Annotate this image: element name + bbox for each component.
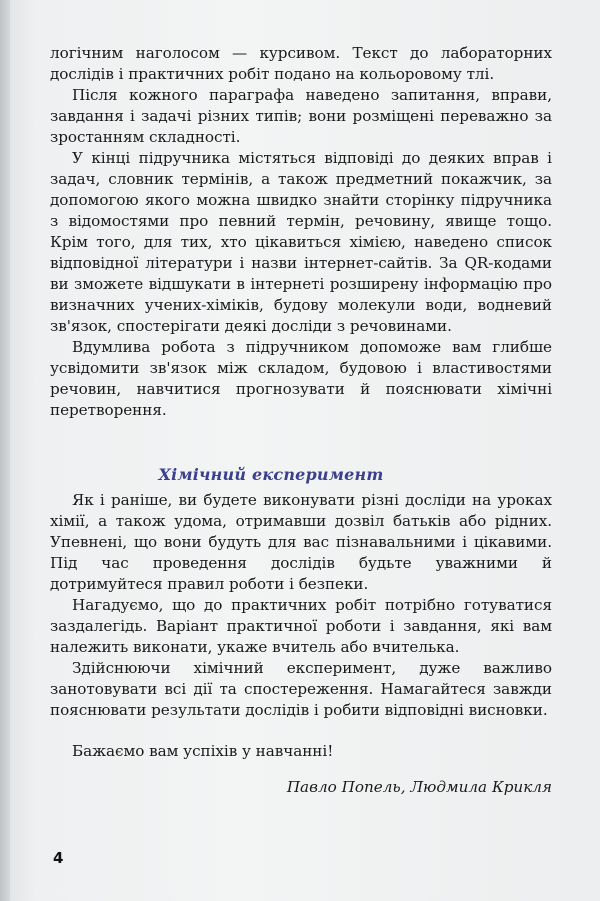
intro-paragraph-3: У кінці підручника містяться відповіді до деяких вправ і задач, словник термінів, а також предметний покажчик, за допомогою якого можна швидко знайти сторінку підручника з відомостями про певний термін, речовину, явище тощо. Крім того, для тих, хто цікавиться хімією, наведено список відповідної літератури і назви інтернет-сайтів. За QR-кодами ви зможете відшукати в інтернеті розширену інформацію про визначних учених-хіміків, будову молекули води, водневий зв'язок, спостерігати деякі досліди з речовинами. [50,149,552,335]
page-number: 4 [53,849,64,867]
page-content [50,43,552,796]
experiment-paragraph-1: Як і раніше, ви будете виконувати різні досліди на уроках хімії, а також удома, отримавши дозвіл батьків або рідних. Упевнені, що вони будуть для вас пізнавальними і цікавими. Під час проведення дослідів будьте уважними й дотримуйтеся правил роботи і безпеки. [50,491,552,593]
experiment-paragraph-2: Нагадуємо, що до практичних робіт потрібно готуватися заздалегідь. Варіант практичної роботи і завдання, які вам належить виконати, укаже вчитель або вчителька. [50,596,552,656]
intro-paragraph-2: Після кожного параграфа наведено запитання, вправи, завдання і задачі різних типів; вони розміщені переважно за зростанням складності. [50,86,552,146]
section-heading: Хімічний експеримент [158,465,384,484]
authors-signature: Павло Попель, Людмила Крикля [286,778,552,796]
experiment-paragraph-3: Здійснюючи хімічний експеримент, дуже важливо занотовувати всі дії та спостереження. Намагайтеся завжди пояснювати результати дослідів і робити відповідні висновки. [50,659,552,719]
book-spine-shadow [0,0,10,901]
intro-paragraph-1: логічним наголосом — курсивом. Текст до лабораторних дослідів і практичних робіт подано на кольоровому тлі. [50,44,552,83]
closing-wish: Бажаємо вам успіхів у навчанні! [72,742,334,760]
intro-paragraph-4: Вдумлива робота з підручником допоможе вам глибше усвідомити зв'язок між складом, будовою і властивостями речовин, навчитися прогнозувати й пояснювати хімічні перетворення. [50,338,552,419]
